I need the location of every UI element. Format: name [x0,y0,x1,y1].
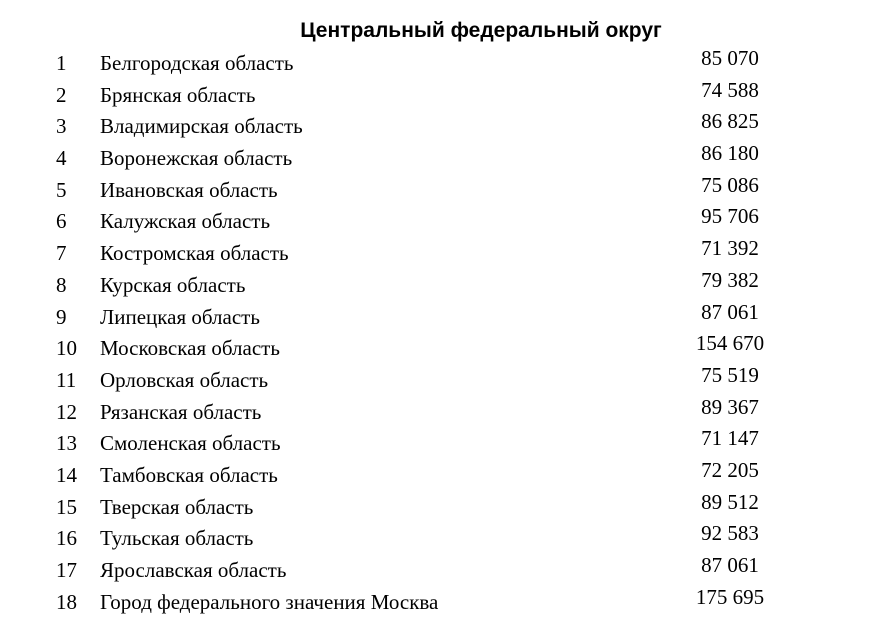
region-name: Ярославская область [100,558,287,582]
region-name: Тульская область [100,526,254,551]
region-name: Белгородская область [100,51,294,75]
region-name: Костромская область [100,241,289,266]
table-row [0,491,871,523]
row-number: 12 [56,399,77,424]
region-name: Город федерального значения Москва [100,589,439,614]
table-row [0,554,871,586]
region-name: Рязанская область [100,399,262,424]
region-name: Ивановская область [100,177,278,202]
region-value: 87 061 [701,553,759,577]
row-number: 14 [56,462,77,487]
region-value: 75 086 [701,172,759,197]
row-number: 8 [56,272,67,297]
region-table [0,47,871,617]
row-number: 1 [56,51,67,75]
row-number: 5 [56,177,67,202]
region-name: Смоленская область [100,431,281,456]
table-row [0,174,871,206]
region-name: Брянская область [100,82,256,107]
row-number: 6 [56,209,67,234]
region-value: 79 382 [701,267,759,292]
table-row [0,586,871,618]
row-number: 7 [56,241,67,266]
region-value: 75 519 [701,362,759,387]
region-value: 95 706 [701,204,759,229]
region-value: 71 392 [701,236,759,261]
row-number: 2 [56,82,67,107]
table-row [0,47,871,79]
table-row [0,459,871,491]
table-row [0,79,871,111]
table-row [0,364,871,396]
row-number: 18 [56,589,77,614]
table-row [0,396,871,428]
region-value: 175 695 [695,584,765,609]
table-row [0,110,871,142]
table-row [0,332,871,364]
table-row [0,522,871,554]
region-value: 89 512 [701,489,759,514]
table-row [0,142,871,174]
region-value: 86 825 [701,109,759,134]
region-name: Орловская область [100,367,269,392]
region-name: Владимирская область [100,114,303,139]
region-value: 87 061 [701,299,759,324]
region-name: Тверская область [100,494,254,519]
region-name: Липецкая область [100,304,260,329]
region-value: 71 147 [701,426,759,451]
row-number: 3 [56,114,67,139]
table-row [0,205,871,237]
region-value: 154 670 [695,331,765,356]
row-number: 16 [56,526,77,551]
region-name: Московская область [100,336,280,361]
row-number: 13 [56,431,77,456]
row-number: 17 [56,558,77,582]
table-title: Центральный федеральный округ [300,19,662,42]
region-name: Тамбовская область [100,462,278,487]
region-name: Калужская область [100,209,271,234]
region-value: 85 070 [701,46,759,70]
row-number: 10 [56,336,77,361]
table-row [0,427,871,459]
region-value: 89 367 [701,394,759,419]
row-number: 9 [56,304,67,329]
region-value: 72 205 [701,457,759,482]
region-value: 92 583 [701,521,759,546]
region-name: Воронежская область [100,146,293,171]
table-row [0,301,871,333]
region-value: 74 588 [701,77,759,102]
row-number: 4 [56,146,67,171]
row-number: 15 [56,494,77,519]
table-row [0,237,871,269]
region-name: Курская область [100,272,246,297]
table-row [0,269,871,301]
region-value: 86 180 [701,141,759,166]
row-number: 11 [56,367,77,392]
